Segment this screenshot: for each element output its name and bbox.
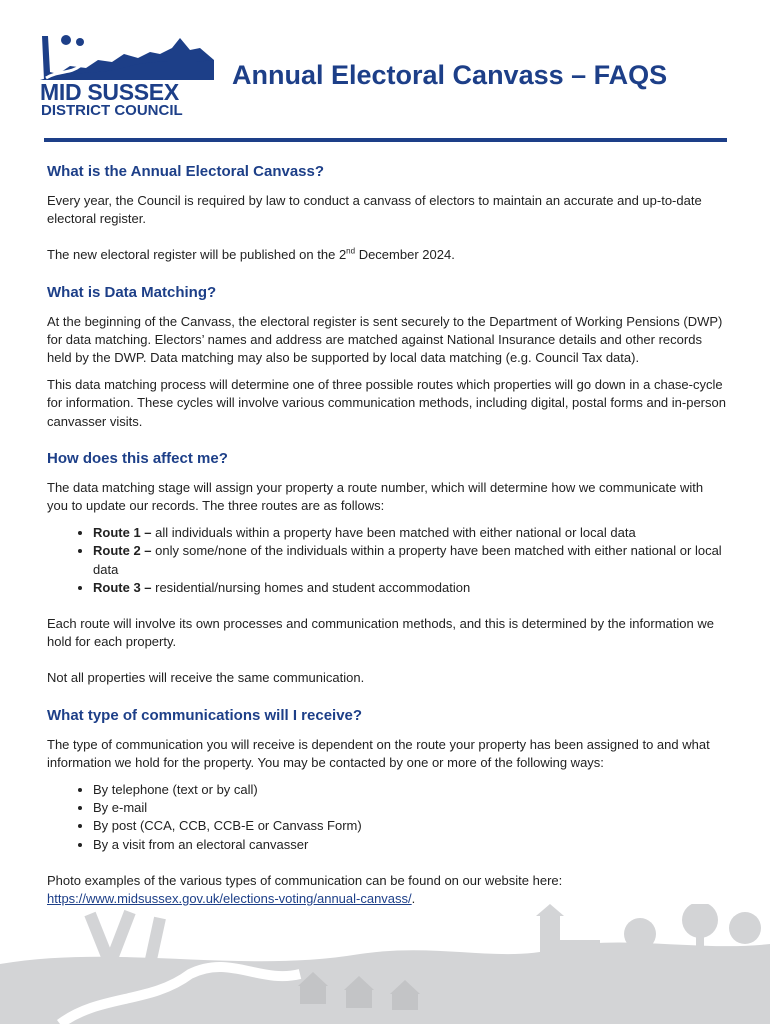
logo-text-line1: MID SUSSEX bbox=[40, 79, 179, 105]
text: The new electoral register will be published on the 2 bbox=[47, 247, 347, 263]
logo-text-line2: DISTRICT COUNCIL bbox=[41, 102, 183, 119]
paragraph: Not all properties will receive the same communication. bbox=[47, 670, 365, 686]
canvass-website-link[interactable]: https://www.midsussex.gov.uk/elections-voting/annual-canvass/ bbox=[47, 891, 412, 907]
paragraph: At the beginning of the Canvass, the electoral register is sent securely to the Department of Working Pensions (DWP) for data matching. Electors’ names and address are matched against National Insurance details and other records held by the DWP. Data matching may also be supported by local data matching (e.g. Council Tax data). bbox=[47, 313, 723, 366]
list-item: • By post (CCA, CCB, CCB-E or Canvass Form) bbox=[93, 817, 727, 835]
heading-data-matching: What is Data Matching? bbox=[47, 283, 217, 301]
route-label: Route 2 – bbox=[93, 543, 152, 559]
publish-date-paragraph bbox=[47, 246, 727, 264]
communication-methods-list bbox=[47, 781, 727, 854]
list-item bbox=[93, 542, 727, 578]
list-item: • By telephone (text or by call) bbox=[93, 781, 727, 799]
page-title: Annual Electoral Canvass – FAQS bbox=[232, 60, 668, 90]
route-text: all individuals within a property have been matched with either national or local data bbox=[151, 525, 636, 541]
list-item bbox=[93, 524, 727, 542]
paragraph: The type of communication you will receive is dependent on the route your property has been assigned to and what information we hold for the property. You may be contacted by one or more of the following ways: bbox=[47, 736, 710, 770]
council-logo bbox=[40, 30, 214, 122]
route-text: only some/none of the individuals within a property have been matched with either national or local data bbox=[93, 543, 722, 577]
list-item: • By e-mail bbox=[93, 799, 727, 817]
ordinal-suffix: nd bbox=[346, 247, 356, 257]
text: December 2024. bbox=[355, 247, 455, 263]
paragraph: Every year, the Council is required by law to conduct a canvass of electors to maintain an accurate and up-to-date electoral register. bbox=[47, 193, 702, 227]
route-label: Route 1 – bbox=[93, 525, 152, 541]
route-text: residential/nursing homes and student accommodation bbox=[151, 579, 471, 595]
paragraph: Each route will involve its own processes and communication methods, and this is determined by the information we hold for each property. bbox=[47, 616, 714, 650]
paragraph: This data matching process will determine one of three possible routes which properties will go down in a chase-cycle for information. These cycles will involve various communication methods, including digital, postal forms and in-person canvasser visits. bbox=[47, 377, 726, 429]
faq-content bbox=[47, 162, 727, 917]
routes-list bbox=[47, 524, 727, 597]
text: . bbox=[411, 891, 416, 907]
text: Photo examples of the various types of communication can be found on our website here: bbox=[47, 872, 563, 888]
logo-skyline-icon bbox=[40, 30, 214, 80]
heading-how-affect-me: How does this affect me? bbox=[47, 449, 228, 467]
title-divider bbox=[44, 138, 727, 142]
heading-electoral-canvass: What is the Annual Electoral Canvass? bbox=[47, 163, 325, 180]
route-label: Route 3 – bbox=[93, 579, 152, 595]
list-item bbox=[93, 579, 727, 597]
website-paragraph bbox=[47, 872, 727, 908]
paragraph: The data matching stage will assign your property a route number, which will determine how we communicate with you to update our records. The three routes are as follows: bbox=[47, 479, 704, 514]
heading-communications: What type of communications will I receive? bbox=[47, 706, 363, 724]
list-item: • By a visit from an electoral canvasser bbox=[93, 836, 727, 854]
footer-landscape-icon bbox=[0, 904, 770, 1024]
